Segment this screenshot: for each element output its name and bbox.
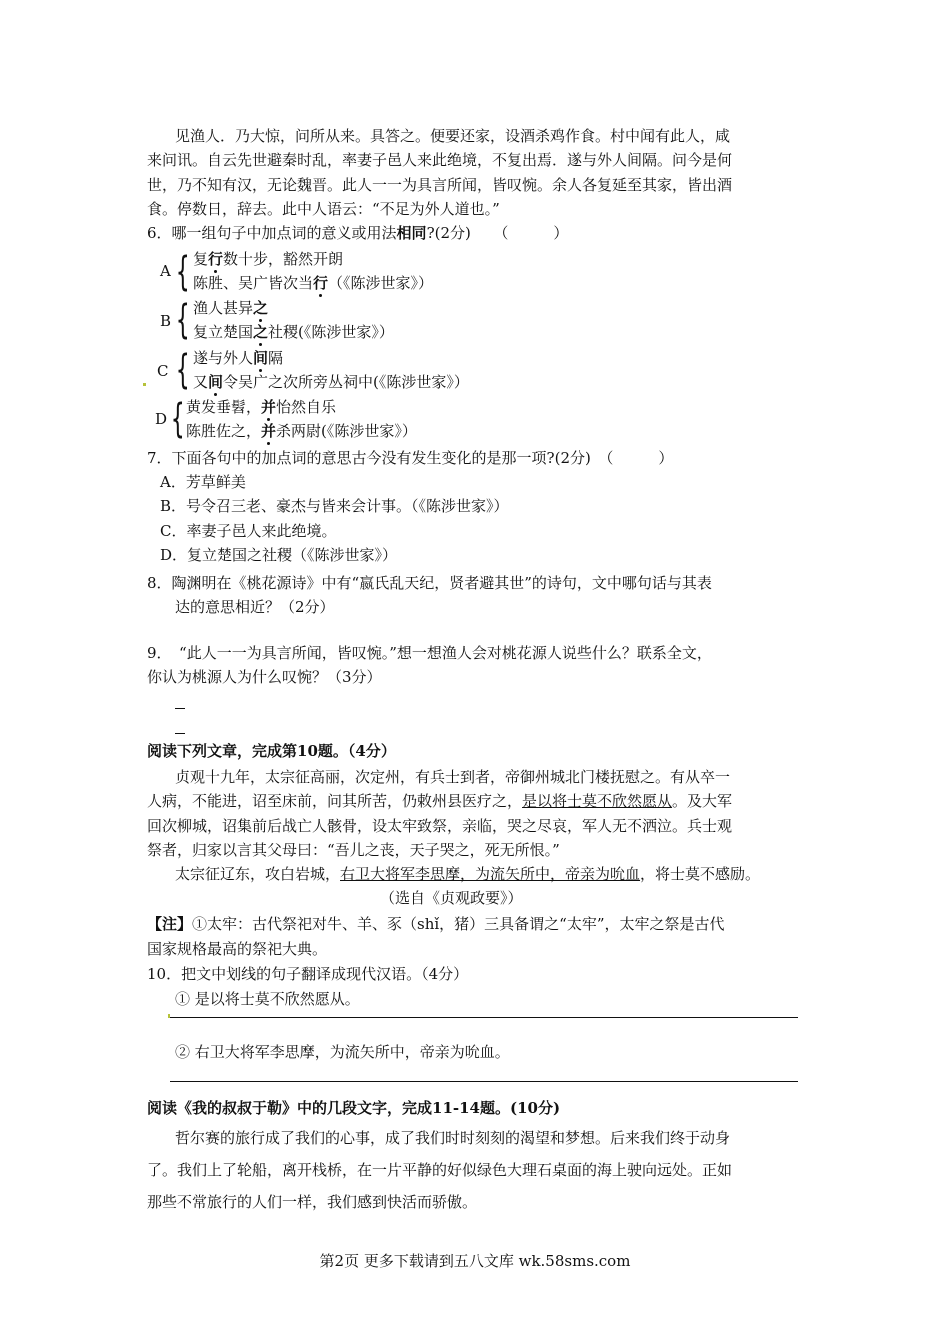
q6-d-sentence-2: 陈胜佐之，并杀两尉(《陈涉世家》） <box>186 422 417 440</box>
dotted-word: 并 <box>261 422 277 440</box>
q6-c-sentence-1: 遂与外人间隔 <box>193 349 284 367</box>
dotted-word: 之 <box>253 323 269 341</box>
note-tag: 【注】 <box>147 915 193 933</box>
q6-stem-emphasis: 相同 <box>396 224 427 242</box>
question-8-line-2: 达的意思相近？（2分） <box>175 598 335 616</box>
q7-option-d: D．复立楚国之社稷（《陈涉世家》） <box>160 546 398 564</box>
reading-3-heading: 阅读《我的叔叔于勒》中的几段文字，完成11-14题。(10分) <box>147 1099 561 1117</box>
reading-3-line-1: 哲尔赛的旅行成了我们的心事，成了我们时时刻刻的渴望和梦想。后来我们终于动身 <box>175 1129 731 1147</box>
reading-3-line-2: 了。我们上了轮船，离开栈桥，在一片平静的好似绿色大理石桌面的海上驶向远处。正如 <box>147 1161 733 1179</box>
reading-2-note-2: 国家规格最高的祭祀大典。 <box>147 940 328 958</box>
q6-option-c-label: C <box>157 362 169 380</box>
reading-2-source: （选自《贞观政要》） <box>380 889 523 907</box>
reading-3-line-3: 那些不常旅行的人们一样，我们感到快活而骄傲。 <box>147 1193 478 1211</box>
reading-2-heading: 阅读下列文章，完成第10题。（4分） <box>147 742 396 760</box>
brace-icon: { <box>170 396 185 442</box>
q6-option-b-label: B <box>160 312 172 330</box>
question-7-stem: 7．下面各句中的加点词的意思古今没有发生变化的是那一项?(2分) （ ） <box>147 449 674 467</box>
dotted-word: 间 <box>253 349 269 367</box>
underlined-sentence-2: 右卫大将军李思摩，为流矢所中，帝亲为吮血 <box>340 865 641 883</box>
q7-option-b: B．号令召三老、豪杰与皆来会计事。（《陈涉世家》） <box>160 497 509 515</box>
q7-option-a: A．芳草鲜美 <box>160 473 246 491</box>
stray-mark <box>143 383 146 386</box>
answer-dash <box>175 733 185 734</box>
reading-2-line-4: 祭者，归家以言其父母曰：“吾儿之丧，天子哭之，死无所恨。” <box>147 841 560 859</box>
q6-b-sentence-2: 复立楚国之社稷(《陈涉世家》） <box>193 323 394 341</box>
q6-a-sentence-2: 陈胜、吴广皆次当行（《陈涉世家》） <box>193 274 434 292</box>
question-6-stem <box>147 222 568 244</box>
dotted-word: 之 <box>253 299 269 317</box>
answer-line-2[interactable] <box>170 1081 798 1082</box>
stray-mark <box>168 1014 170 1018</box>
q6-c-sentence-2: 又间令吴广之次所旁丛祠中(《陈涉世家》） <box>193 373 469 391</box>
answer-dash <box>175 708 185 709</box>
reading-2-line-3: 回次柳城，诏集前后战亡人骸骨，设太牢致祭，亲临，哭之尽哀，军人无不洒泣。兵士观 <box>147 817 733 835</box>
reading-2-line-2: 人病，不能进，诏至床前，问其所苦，仍敕州县医疗之，是以将士莫不欣然愿从。及大军 <box>147 792 733 810</box>
question-8-line-1: 8．陶渊明在《桃花源诗》中有“嬴氏乱天纪，贤者避其世”的诗句，文中哪句话与其表 <box>147 574 712 592</box>
brace-icon: { <box>175 297 190 343</box>
dotted-word: 间 <box>208 373 224 391</box>
reading-2-line-1: 贞观十九年，太宗征高丽，次定州，有兵士到者，帝御州城北门楼抚慰之。有从卒一 <box>175 768 731 786</box>
passage-line-4: 食。停数日，辞去。此中人语云：“不足为外人道也。” <box>147 200 500 218</box>
reading-2-note-1: 【注】①太牢：古代祭祀对牛、羊、豕（shǐ，猪）三具备谓之“太牢”，太牢之祭是古代 <box>147 915 725 933</box>
q6-a-sentence-1: 复行数十步，豁然开朗 <box>193 250 344 268</box>
dotted-word: 行 <box>313 274 329 292</box>
q6-stem-points: ?(2分) （ ） <box>426 224 569 242</box>
brace-icon: { <box>175 249 190 295</box>
answer-line-1[interactable] <box>170 1017 798 1018</box>
underlined-sentence-1: 是以将士莫不欣然愿从 <box>522 792 673 810</box>
reading-2-line-5: 太宗征辽东，攻白岩城，右卫大将军李思摩，为流矢所中，帝亲为吮血，将士莫不感励。 <box>175 865 761 883</box>
q6-d-sentence-1: 黄发垂髫，并怡然自乐 <box>186 398 337 416</box>
question-10-sentence-2: ② 右卫大将军李思摩，为流矢所中，帝亲为吮血。 <box>175 1043 510 1061</box>
dotted-word: 并 <box>261 398 277 416</box>
page-footer: 第2页 更多下载请到五八文库 wk.58sms.com <box>319 1252 631 1270</box>
brace-icon: { <box>175 347 190 393</box>
q7-option-c: C．率妻子邑人来此绝境。 <box>160 522 337 540</box>
q6-b-sentence-1: 渔人甚异之 <box>193 299 269 317</box>
passage-line-3: 世，乃不知有汉，无论魏晋。此人一一为具言所闻，皆叹惋。余人各复延至其家，皆出酒 <box>147 176 733 194</box>
dotted-word: 行 <box>208 250 224 268</box>
q6-stem-text: 6．哪一组句子中加点词的意义或用法 <box>147 224 397 242</box>
question-9-line-2: 你认为桃源人为什么叹惋？（3分） <box>147 668 382 686</box>
question-10-stem: 10．把文中划线的句子翻译成现代汉语。（4分） <box>147 965 469 983</box>
passage-line-1: 见渔人．乃大惊，问所从来。具答之。便要还家，设酒杀鸡作食。村中闻有此人，咸 <box>175 127 731 145</box>
passage-line-2: 来问讯。自云先世避秦时乱，率妻子邑人来此绝境，不复出焉．遂与外人间隔。问今是何 <box>147 151 733 169</box>
q6-option-a-label: A <box>160 262 171 280</box>
q6-option-d-label: D <box>155 410 168 428</box>
question-10-sentence-1: ① 是以将士莫不欣然愿从。 <box>175 990 360 1008</box>
question-9-line-1: 9． “此人一一为具言所闻，皆叹惋。”想一想渔人会对桃花源人说些什么？联系全文， <box>147 644 712 662</box>
